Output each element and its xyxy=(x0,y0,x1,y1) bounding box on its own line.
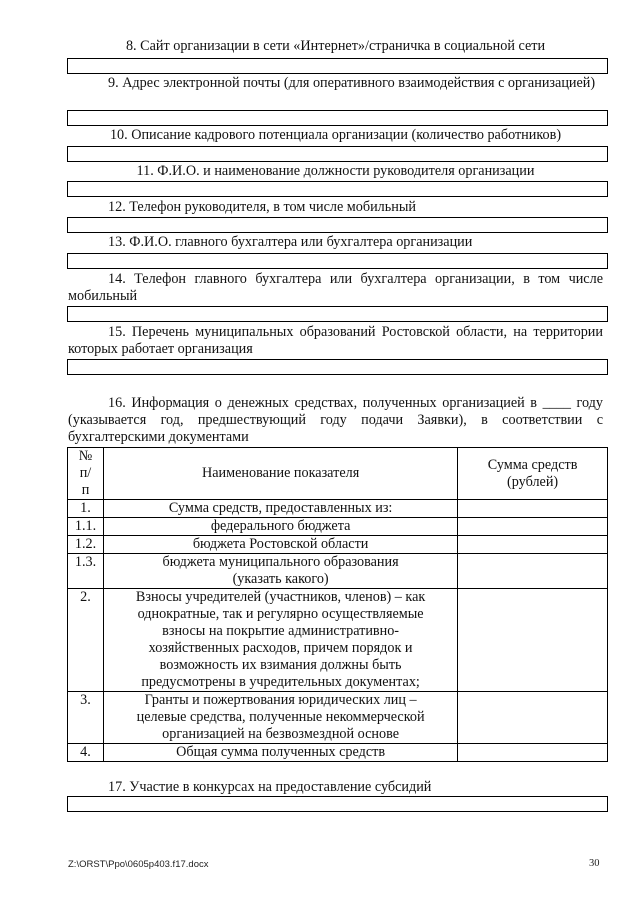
table-row xyxy=(68,589,608,692)
row-name: Гранты и пожертвования юридических лиц – целевые средства, полученные некоммерческой организацией на безвозмездной основе xyxy=(103,692,457,744)
footer-file-path: Z:\ORST\Ppo\0605p403.f17.docx xyxy=(68,859,209,870)
answer-field-8[interactable] xyxy=(67,58,608,74)
question-8: 8. Сайт организации в сети «Интернет»/страничка в социальной сети xyxy=(125,38,546,54)
question-14: 14. Телефон главного бухгалтера или бухгалтера организации, в том числе мобильный xyxy=(68,271,603,304)
question-17: 17. Участие в конкурсах на предоставление субсидий xyxy=(108,779,432,795)
row-number: 3. xyxy=(68,692,104,744)
row-sum-cell[interactable] xyxy=(458,518,608,536)
row-number: 4. xyxy=(68,744,104,762)
row-sum-cell[interactable] xyxy=(458,744,608,762)
question-13: 13. Ф.И.О. главного бухгалтера или бухгалтера организации xyxy=(108,234,473,250)
table-row xyxy=(68,554,608,589)
row-number: 1. xyxy=(68,500,104,518)
table-row xyxy=(68,500,608,518)
header-sum: Сумма средств (рублей) xyxy=(458,448,608,500)
answer-field-13[interactable] xyxy=(67,253,608,269)
table-row xyxy=(68,518,608,536)
answer-field-9[interactable] xyxy=(67,110,608,126)
row-name: Взносы учредителей (участников, членов) – как однократные, так и регулярно осуществляемые взносы на покрытие административно-хозяйственных расходов, причем порядок и возможность их взимания должны быть предусмотрены в учредительных документах; xyxy=(103,589,457,692)
question-10: 10. Описание кадрового потенциала организации (количество работников) xyxy=(109,127,562,143)
answer-field-15[interactable] xyxy=(67,359,608,375)
question-11: 11. Ф.И.О. и наименование должности руководителя организации xyxy=(136,163,535,179)
row-number: 1.1. xyxy=(68,518,104,536)
question-15: 15. Перечень муниципальных образований Ростовской области, на территории которых работает организация xyxy=(68,324,603,357)
table-row xyxy=(68,536,608,554)
answer-field-12[interactable] xyxy=(67,217,608,233)
row-name: федерального бюджета xyxy=(103,518,457,536)
row-name: Общая сумма полученных средств xyxy=(103,744,457,762)
question-16: 16. Информация о денежных средствах, полученных организацией в ____ году (указывается год, предшествующий году подачи Заявки), в соответствии с бухгалтерскими документами xyxy=(68,395,603,445)
row-number: 2. xyxy=(68,589,104,692)
page-number: 30 xyxy=(589,858,600,869)
row-sum-cell[interactable] xyxy=(458,554,608,589)
row-number: 1.2. xyxy=(68,536,104,554)
question-12: 12. Телефон руководителя, в том числе мобильный xyxy=(108,199,416,215)
table-header-row xyxy=(68,448,608,500)
answer-field-17[interactable] xyxy=(67,796,608,812)
answer-field-14[interactable] xyxy=(67,306,608,322)
answer-field-11[interactable] xyxy=(67,181,608,197)
row-name: бюджета муниципального образования (указать какого) xyxy=(103,554,457,589)
row-name: бюджета Ростовской области xyxy=(103,536,457,554)
answer-field-10[interactable] xyxy=(67,146,608,162)
table-row xyxy=(68,744,608,762)
funds-table xyxy=(67,447,608,762)
row-name: Сумма средств, предоставленных из: xyxy=(103,500,457,518)
row-sum-cell[interactable] xyxy=(458,589,608,692)
question-9: 9. Адрес электронной почты (для оперативного взаимодействия с организацией) xyxy=(108,75,596,91)
row-sum-cell[interactable] xyxy=(458,692,608,744)
row-sum-cell[interactable] xyxy=(458,536,608,554)
header-number: № п/п xyxy=(68,448,104,500)
table-row xyxy=(68,692,608,744)
header-indicator: Наименование показателя xyxy=(103,448,457,500)
row-sum-cell[interactable] xyxy=(458,500,608,518)
row-number: 1.3. xyxy=(68,554,104,589)
